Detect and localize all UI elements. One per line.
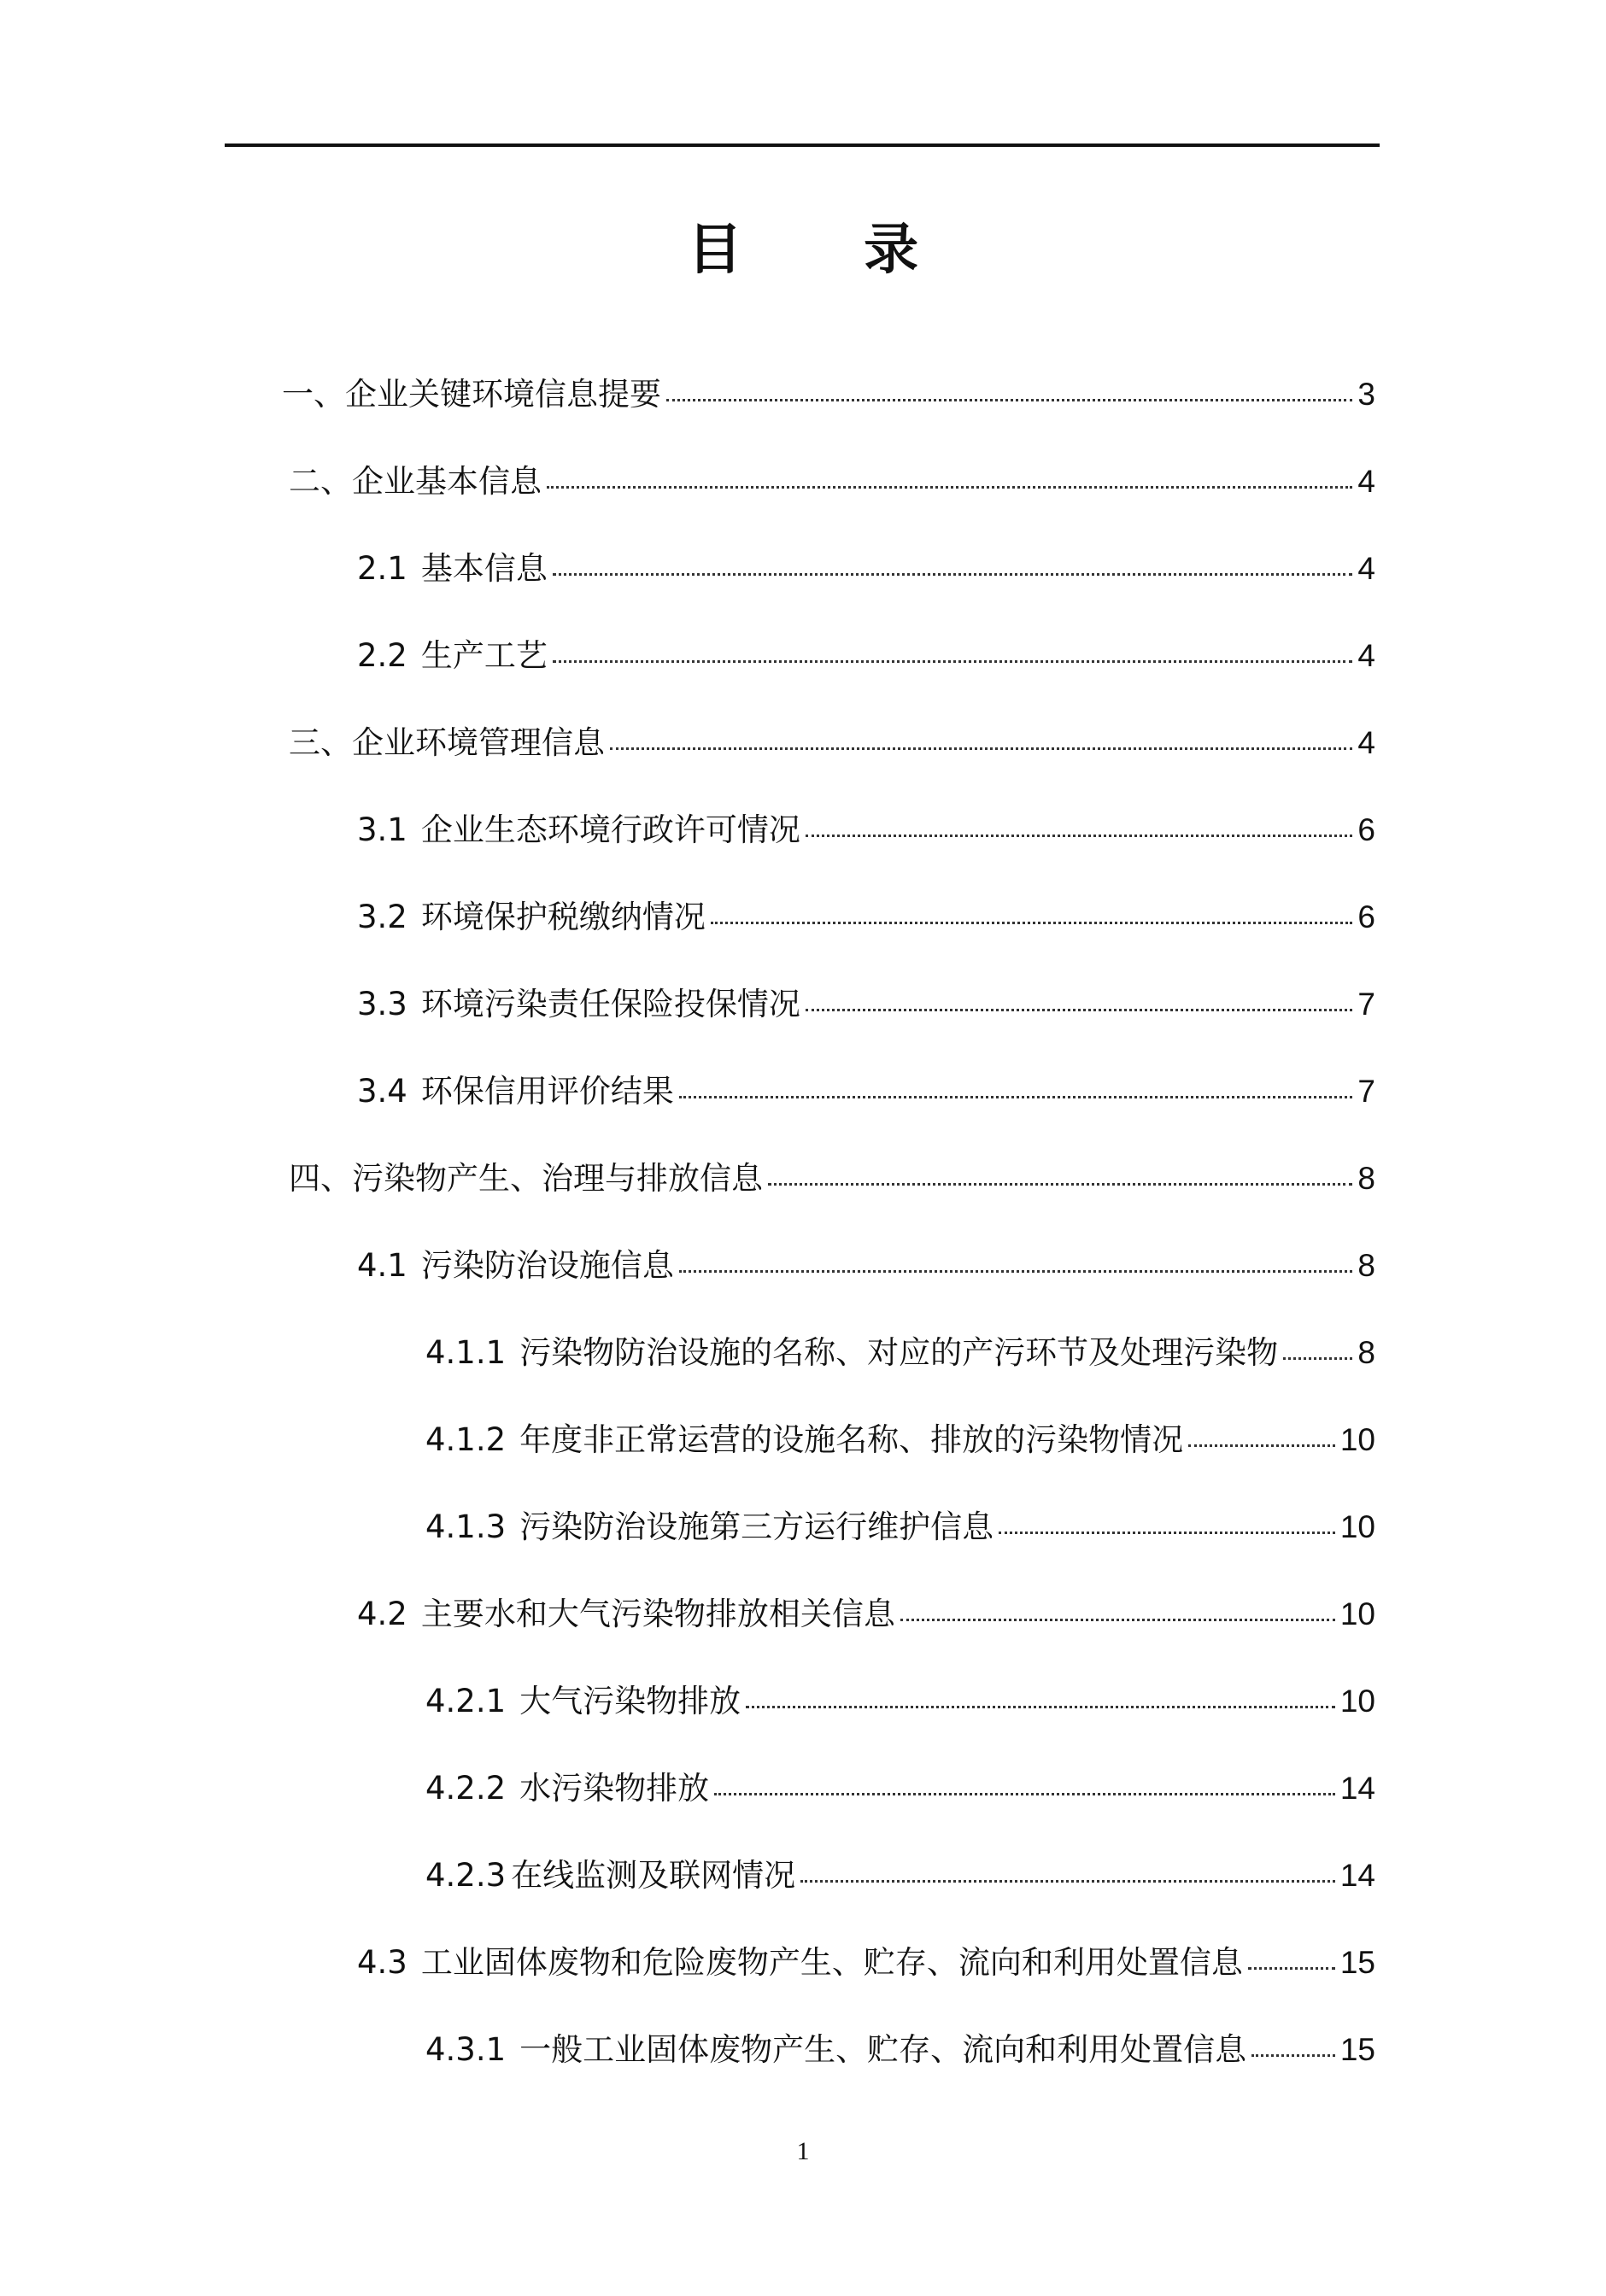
toc-section-number: 3.1 (357, 811, 407, 848)
toc-page-number: 10 (1339, 1422, 1375, 1457)
toc-entry[interactable] (425, 1419, 1375, 1461)
toc-entry-text: 工业固体废物和危险废物产生、贮存、流向和利用处置信息 (420, 1944, 1243, 1981)
toc-entry[interactable] (425, 1767, 1375, 1810)
toc-leader-dots (900, 1619, 1335, 1621)
toc-leader-dots (679, 1096, 1353, 1098)
toc-entry-text: 年度非正常运营的设施名称、排放的污染物情况 (519, 1421, 1184, 1458)
toc-page-number: 6 (1357, 899, 1375, 934)
toc-leader-dots (553, 573, 1353, 576)
toc-page-number: 8 (1357, 1161, 1375, 1196)
toc-entry[interactable] (289, 460, 1375, 503)
toc-entry-text: 一般工业固体废物产生、贮存、流向和利用处置信息 (519, 2031, 1247, 2068)
toc-leader-dots (1188, 1444, 1335, 1447)
toc-section-number: 4.2.3 (425, 1857, 507, 1894)
toc-entry-text: 基本信息 (420, 550, 548, 587)
toc-page-number: 4 (1357, 464, 1375, 499)
toc-leader-dots (768, 1183, 1352, 1186)
toc-entry[interactable] (357, 1245, 1375, 1287)
toc-section-number: 4.1.2 (425, 1421, 507, 1458)
toc-page-number: 3 (1357, 377, 1375, 412)
toc-page-number: 10 (1339, 1596, 1375, 1631)
toc-entry-text: 三、企业环境管理信息 (289, 724, 605, 761)
toc-page-number: 14 (1339, 1858, 1375, 1893)
toc-entry[interactable] (425, 2029, 1375, 2071)
toc-section-number: 4.1 (357, 1247, 407, 1284)
page-number-footer: 1 (796, 2137, 810, 2165)
toc-page-number: 15 (1339, 1945, 1375, 1980)
toc-entry[interactable] (357, 1942, 1375, 1984)
toc-entry[interactable] (425, 1854, 1375, 1897)
toc-entry[interactable] (357, 983, 1375, 1026)
toc-section-number: 3.4 (357, 1073, 407, 1110)
toc-section-number: 4.2.1 (425, 1683, 507, 1719)
toc-section-number: 4.3 (357, 1944, 407, 1981)
toc-entry[interactable] (357, 1070, 1375, 1113)
toc-entry-text: 生产工艺 (420, 637, 548, 674)
toc-leader-dots (679, 1270, 1353, 1273)
toc-section-number: 4.2.2 (425, 1770, 507, 1807)
toc-leader-dots (999, 1532, 1335, 1534)
toc-leader-dots (1248, 1967, 1335, 1970)
toc-leader-dots (610, 747, 1352, 750)
toc-entry-text: 在线监测及联网情况 (511, 1857, 796, 1894)
toc-entry-text: 大气污染物排放 (519, 1683, 741, 1719)
toc-entry-text: 污染防治设施信息 (420, 1247, 674, 1284)
toc-section-number: 4.2 (357, 1596, 407, 1632)
toc-leader-dots (806, 835, 1353, 837)
toc-page-number: 8 (1357, 1248, 1375, 1283)
page-title: 目 录 (687, 219, 970, 282)
toc-section-number: 2.1 (357, 550, 407, 587)
toc-page-number: 7 (1357, 1074, 1375, 1109)
toc-section-number: 3.2 (357, 899, 407, 935)
toc-entry[interactable] (357, 809, 1375, 852)
toc-entry-text: 环境保护税缴纳情况 (420, 899, 706, 935)
toc-section-number: 3.3 (357, 986, 407, 1022)
toc-leader-dots (1251, 2054, 1335, 2057)
toc-entry-text: 企业生态环境行政许可情况 (420, 811, 800, 848)
toc-page-number: 14 (1339, 1771, 1375, 1806)
toc-page-number: 15 (1339, 2032, 1375, 2067)
toc-entry-text: 二、企业基本信息 (289, 463, 542, 500)
toc-leader-dots (714, 1793, 1335, 1795)
toc-entry[interactable] (425, 1506, 1375, 1549)
toc-page-number: 7 (1357, 987, 1375, 1022)
toc-leader-dots (553, 660, 1353, 663)
toc-page-number: 6 (1357, 812, 1375, 847)
toc-entry-text: 污染物防治设施的名称、对应的产污环节及处理污染物 (519, 1334, 1279, 1371)
toc-entry-text: 四、污染物产生、治理与排放信息 (289, 1160, 763, 1197)
toc-entry-text: 污染防治设施第三方运行维护信息 (519, 1508, 994, 1545)
toc-entry[interactable] (289, 1157, 1375, 1200)
toc-entry[interactable] (425, 1332, 1375, 1374)
toc-entry-text: 水污染物排放 (519, 1770, 710, 1807)
toc-entry[interactable] (357, 896, 1375, 939)
toc-entry[interactable] (282, 373, 1375, 416)
toc-section-number: 4.3.1 (425, 2031, 507, 2068)
toc-page-number: 4 (1357, 551, 1375, 586)
toc-entry-text: 主要水和大气污染物排放相关信息 (420, 1596, 895, 1632)
toc-page-number: 8 (1357, 1335, 1375, 1370)
toc-section-number: 4.1.1 (425, 1334, 507, 1371)
toc-leader-dots (666, 399, 1352, 401)
toc-entry-text: 一、企业关键环境信息提要 (282, 376, 661, 413)
toc-leader-dots (1283, 1357, 1352, 1360)
toc-entry[interactable] (425, 1680, 1375, 1723)
toc-page-number: 10 (1339, 1509, 1375, 1544)
toc-page-number: 10 (1339, 1684, 1375, 1719)
toc-leader-dots (711, 922, 1353, 924)
toc-entry-text: 环境污染责任保险投保情况 (420, 986, 800, 1022)
toc-section-number: 2.2 (357, 637, 407, 674)
toc-leader-dots (806, 1009, 1353, 1011)
toc-section-number: 4.1.3 (425, 1508, 507, 1545)
toc-page-number: 4 (1357, 638, 1375, 673)
toc-leader-dots (746, 1706, 1335, 1708)
toc-page-number: 4 (1357, 725, 1375, 760)
toc-leader-dots (800, 1880, 1335, 1883)
toc-entry[interactable] (357, 635, 1375, 677)
toc-entry[interactable] (289, 722, 1375, 764)
toc-entry[interactable] (357, 548, 1375, 590)
toc-entry-text: 环保信用评价结果 (420, 1073, 674, 1110)
toc-leader-dots (547, 486, 1352, 489)
toc-entry[interactable] (357, 1593, 1375, 1636)
